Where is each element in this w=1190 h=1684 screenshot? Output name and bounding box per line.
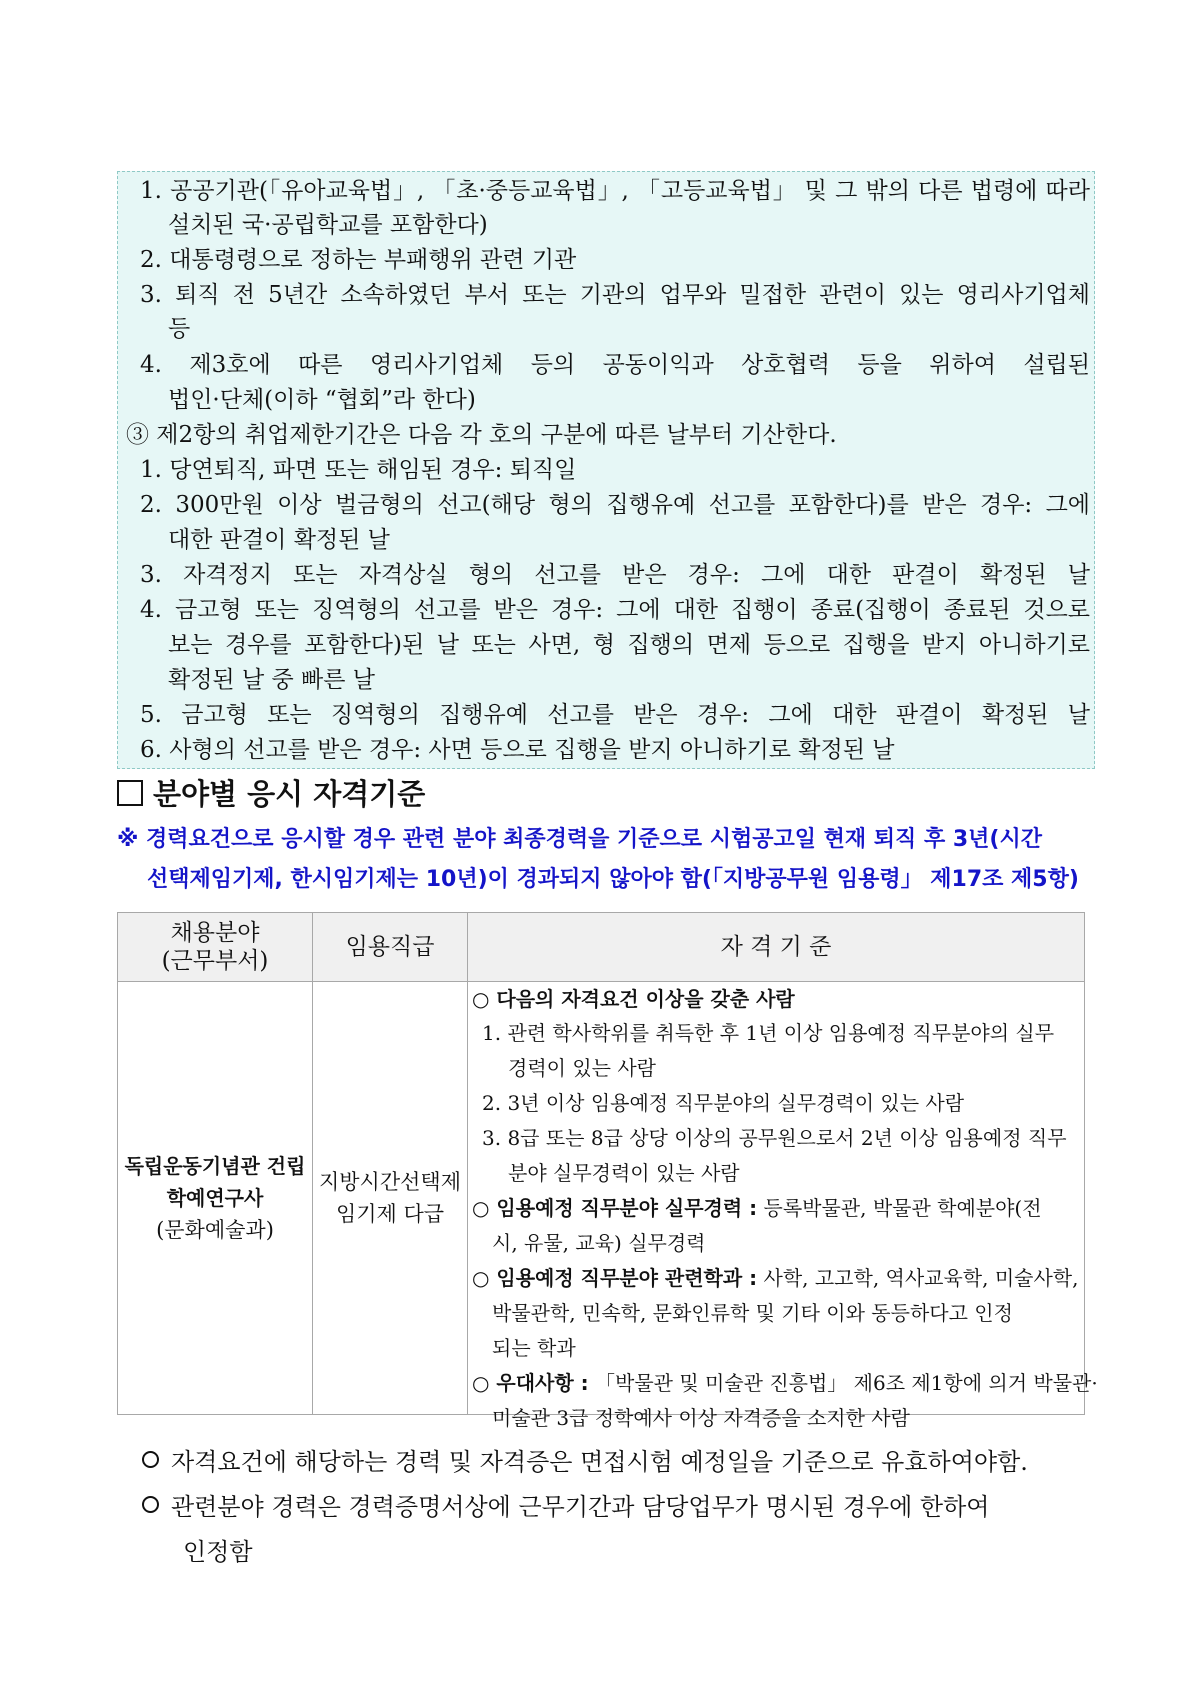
note-item: 관련분야 경력은 경력증명서상에 근무기간과 담당업무가 명시된 경우에 한하여: [142, 1490, 989, 1524]
criteria-item: 경력이 있는 사람: [508, 1056, 656, 1080]
checkbox-square-icon: [117, 780, 143, 806]
law-line: 4. 제3호에 따른 영리사기업체 등의 공동이익과 상호협력 등을 위하여 설립된: [140, 352, 1090, 378]
criteria-department: 박물관학, 민속학, 문화인류학 및 기타 이와 동등하다고 인정: [492, 1301, 1013, 1325]
table-header-row: [118, 913, 1085, 982]
circle-bullet-icon: [142, 1451, 159, 1468]
criteria-intro: ○ 다음의 자격요건 이상을 갖춘 사람: [472, 987, 795, 1011]
criteria-item: 3. 8급 또는 8급 상당 이상의 공무원으로서 2년 이상 임용예정 직무: [482, 1126, 1067, 1150]
law-line: 보는 경우를 포함한다)된 날 또는 사면, 형 집행의 면제 등으로 집행을 받지 아니하기로: [168, 632, 1090, 658]
circle-bullet-icon: [142, 1496, 159, 1513]
law-line: 3. 자격정지 또는 자격상실 형의 선고를 받은 경우: 그에 대한 판결이 확정된 날: [140, 562, 1090, 588]
law-line: 6. 사형의 선고를 받은 경우: 사면 등으로 집행을 받지 아니하기로 확정된 날: [140, 737, 895, 763]
table-row: [118, 982, 1085, 1415]
qualification-table: [117, 912, 1098, 1430]
section-title: [117, 772, 425, 813]
law-line: 2. 대통령령으로 정하는 부패행위 관련 기관: [140, 247, 577, 273]
law-line: 법인·단체(이하 “협회”라 한다): [168, 387, 476, 413]
notice-line: ※ 경력요건으로 응시할 경우 관련 분야 최종경력을 기준으로 시험공고일 현재 퇴직 후 3년(시간: [117, 827, 1042, 852]
law-line: 확정된 날 중 빠른 날: [168, 667, 375, 693]
law-line: 대한 판결이 확정된 날: [168, 527, 390, 553]
law-line: 2. 300만원 이상 벌금형의 선고(해당 형의 집행유예 선고를 포함한다)를 받은 경우: 그에: [140, 492, 1090, 518]
law-line: ③ 제2항의 취업제한기간은 다음 각 호의 구분에 따른 날부터 기산한다.: [126, 422, 837, 448]
header-grade: 임용직급: [313, 913, 468, 982]
law-excerpt-box: [117, 171, 1095, 769]
criteria-department: ○ 임용예정 직무분야 관련학과 : 사학, 고고학, 역사교육학, 미술사학,: [472, 1266, 1079, 1290]
criteria-cell: [468, 982, 1098, 1430]
header-field: 채용분야 (근무부서): [118, 913, 313, 982]
law-line: 등: [168, 316, 191, 342]
criteria-experience: 시, 유물, 교육) 실무경력: [492, 1231, 706, 1255]
law-line: 5. 금고형 또는 징역형의 집행유예 선고를 받은 경우: 그에 대한 판결이 확정된 날: [140, 702, 1090, 728]
header-criteria: 자 격 기 준: [468, 913, 1085, 982]
criteria-preference: 미술관 3급 정학예사 이상 자격증을 소지한 사람: [492, 1406, 910, 1430]
law-line: 1. 공공기관(「유아교육법」, 「초·중등교육법」, 「고등교육법」 및 그 밖의 다른 법령에 따라: [140, 178, 1090, 204]
criteria-experience: ○ 임용예정 직무분야 실무경력 : 등록박물관, 박물관 학예분야(전: [472, 1196, 1042, 1220]
grade-cell: 지방시간선택제 임기제 다급: [313, 982, 468, 1415]
criteria-item: 분야 실무경력이 있는 사람: [508, 1161, 740, 1185]
section-title-text: 분야별 응시 자격기준: [153, 777, 426, 811]
law-line: 설치된 국·공립학교를 포함한다): [168, 212, 488, 238]
note-item: 자격요건에 해당하는 경력 및 자격증은 면접시험 예정일을 기준으로 유효하여야함.: [142, 1445, 1028, 1479]
criteria-item: 2. 3년 이상 임용예정 직무분야의 실무경력이 있는 사람: [482, 1091, 965, 1115]
criteria-preference: ○ 우대사항 : 「박물관 및 미술관 진흥법」 제6조 제1항에 의거 박물관·: [472, 1371, 1098, 1395]
law-line: 4. 금고형 또는 징역형의 선고를 받은 경우: 그에 대한 집행이 종료(집행이 종료된 것으로: [140, 597, 1090, 623]
criteria-department: 되는 학과: [492, 1336, 576, 1360]
law-line: 3. 퇴직 전 5년간 소속하였던 부서 또는 기관의 업무와 밀접한 관련이 있는 영리사기업체: [140, 282, 1090, 308]
criteria-item: 1. 관련 학사학위를 취득한 후 1년 이상 임용예정 직무분야의 실무: [482, 1021, 1055, 1045]
law-line: 1. 당연퇴직, 파면 또는 해임된 경우: 퇴직일: [140, 457, 577, 483]
notice-line: 선택제임기제, 한시임기제는 10년)이 경과되지 않아야 함(「지방공무원 임용령」 제17조 제5항): [147, 867, 1079, 892]
field-cell: 독립운동기념관 건립 학예연구사 (문화예술과): [118, 982, 313, 1415]
note-item-continuation: 인정함: [183, 1538, 253, 1566]
